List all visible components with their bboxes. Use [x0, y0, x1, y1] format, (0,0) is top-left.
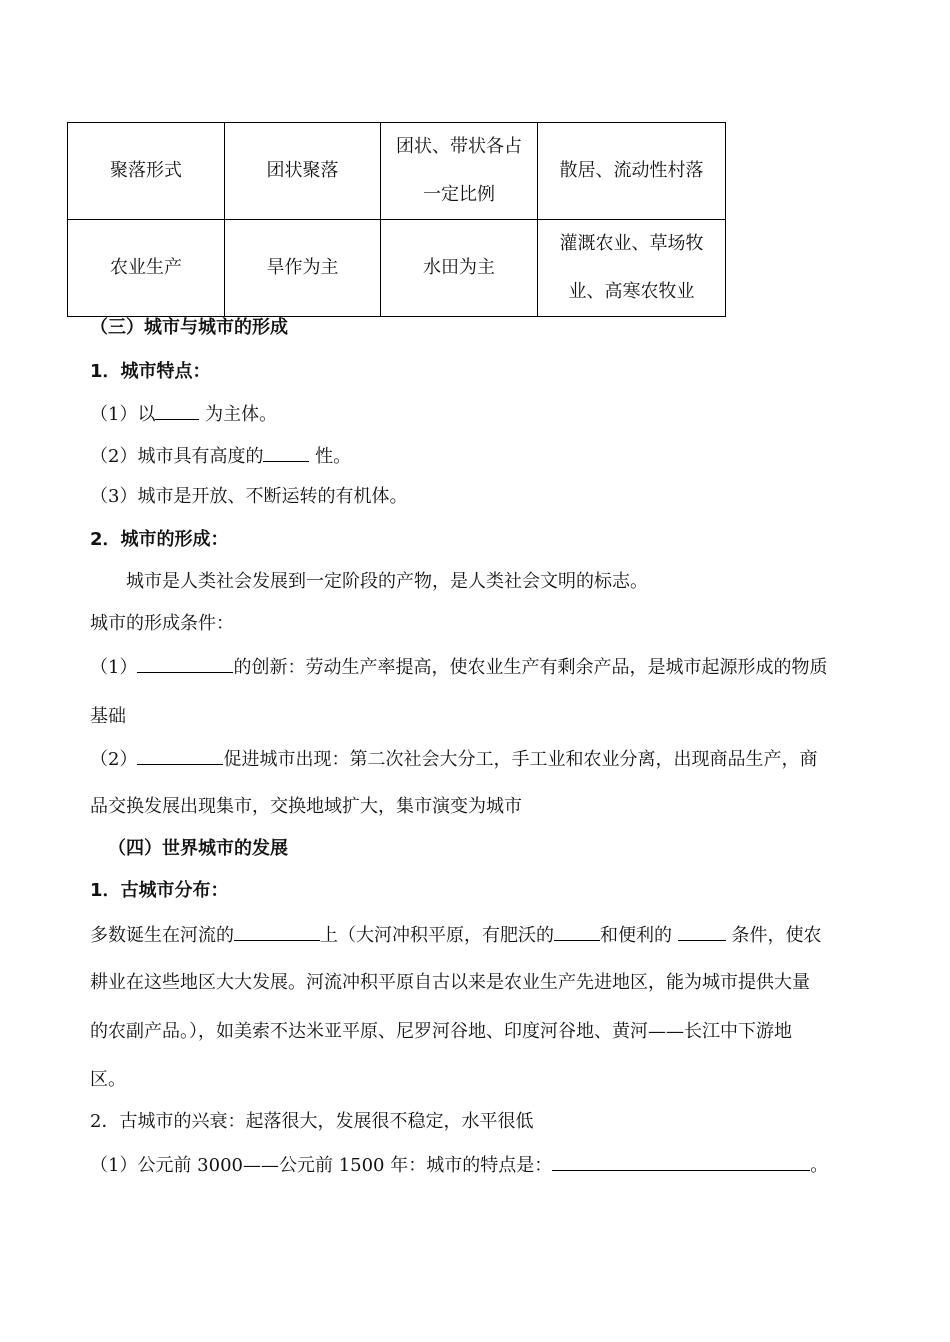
fill-blank[interactable]: [234, 922, 320, 941]
text: 性。: [309, 446, 352, 467]
text: 。: [810, 1155, 829, 1176]
table-cell-line: 一定比例: [423, 184, 495, 205]
table-row: [68, 123, 726, 220]
fill-blank[interactable]: [137, 654, 233, 673]
section-heading: （四）世界城市的发展: [108, 838, 288, 859]
table-cell-line: 团状、带状各占: [396, 136, 522, 157]
paragraph: 的农副产品。），如美索不达米亚平原、尼罗河谷地、印度河谷地、黄河——长江中下游地: [90, 1021, 792, 1042]
table-cell-line: 业、高寒农牧业: [568, 281, 695, 302]
fill-blank[interactable]: [137, 746, 223, 765]
paragraph: 区。: [90, 1069, 126, 1090]
subheading: 2．古城市的兴衰：起落很大，发展很不稳定，水平很低: [90, 1111, 534, 1132]
table-cell: 水田为主: [381, 220, 538, 317]
fill-blank[interactable]: [678, 922, 726, 941]
text: 条件，使农: [725, 925, 822, 946]
paragraph: [90, 922, 821, 948]
section-heading: （三）城市与城市的形成: [90, 317, 288, 338]
table-cell: 旱作为主: [225, 220, 381, 317]
text: 促进城市出现：第二次社会大分工，手工业和农业分离，出现商品生产，商: [223, 749, 818, 770]
text: 的创新：劳动生产率提高，使农业生产有剩余产品，是城市起源形成的物质: [233, 657, 828, 678]
paragraph: （3）城市是开放、不断运转的有机体。: [90, 486, 408, 507]
subheading: 1．城市特点：: [90, 361, 211, 382]
table-cell-line: 灌溉农业、草场牧: [559, 233, 704, 254]
table-cell: 散居、流动性村落: [538, 123, 726, 220]
text: （1）以: [90, 404, 156, 425]
text: 和便利的: [600, 925, 678, 946]
paragraph: [90, 443, 351, 469]
paragraph: 耕业在这些地区大大发展。河流冲积平原自古以来是农业生产先进地区，能为城市提供大量: [90, 972, 810, 993]
paragraph: 城市是人类社会发展到一定阶段的产物，是人类社会文明的标志。: [126, 571, 648, 592]
fill-blank[interactable]: [155, 401, 199, 420]
paragraph: [90, 654, 827, 680]
subheading: 1．古城市分布：: [90, 880, 229, 901]
paragraph: [90, 1152, 828, 1178]
text: （2）: [90, 749, 138, 770]
table-cell: [538, 220, 726, 317]
subheading: 2．城市的形成：: [90, 529, 229, 550]
paragraph: [90, 746, 817, 772]
text: （1）公元前 3000——公元前 1500 年：城市的特点是：: [90, 1155, 553, 1176]
paragraph: [90, 401, 277, 427]
table-cell: 农业生产: [68, 220, 225, 317]
paragraph: 城市的形成条件：: [90, 613, 234, 634]
table-cell: [381, 123, 538, 220]
table-row: [68, 220, 726, 317]
text: 多数诞生在河流的: [90, 925, 234, 946]
text: 为主体。: [199, 404, 278, 425]
text: （1）: [90, 657, 138, 678]
fill-blank[interactable]: [263, 443, 309, 462]
settlement-comparison-table: [67, 122, 726, 317]
text: （2）城市具有高度的: [90, 446, 264, 467]
table-cell: 聚落形式: [68, 123, 225, 220]
table-cell: 团状聚落: [225, 123, 381, 220]
paragraph: 品交换发展出现集市，交换地域扩大，集市演变为城市: [90, 796, 522, 817]
text: 上（大河冲积平原，有肥沃的: [320, 925, 554, 946]
paragraph: 基础: [90, 706, 126, 727]
fill-blank[interactable]: [552, 1152, 810, 1171]
fill-blank[interactable]: [554, 922, 600, 941]
